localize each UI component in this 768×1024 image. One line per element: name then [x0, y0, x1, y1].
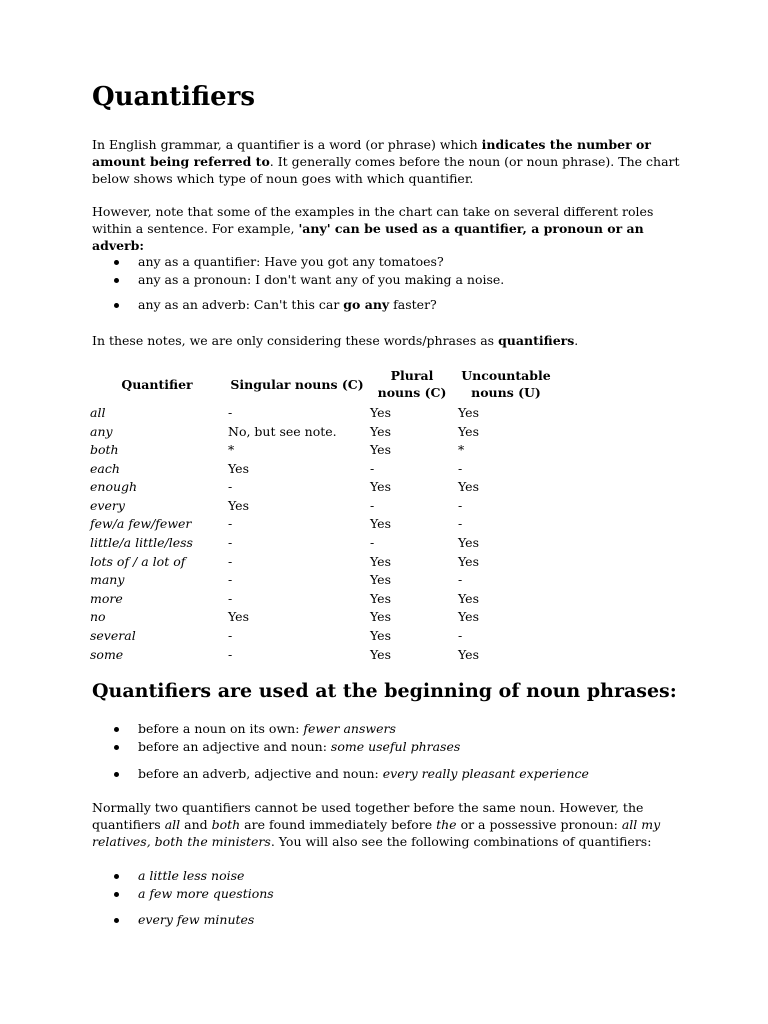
list-item-example: a few more questions [138, 886, 274, 901]
list-item-text-part: before an adjective and noun: [138, 739, 331, 754]
list-item-example: some useful phrases [330, 739, 461, 754]
table-row [88, 460, 556, 479]
list-item-example: every really pleasant experience [382, 766, 589, 781]
para-text: or a possessive pronoun: [456, 816, 622, 832]
table-cell: Yes [458, 404, 479, 420]
table-cell: - [228, 516, 233, 532]
table-cell: each [90, 460, 120, 476]
table-cell: - [228, 553, 233, 569]
table-row [88, 441, 556, 460]
table-row [88, 534, 556, 553]
table-header-row [88, 366, 556, 404]
list-item-text [138, 739, 460, 756]
table-row [88, 627, 556, 646]
intro-text: However, note that some of the examples in the chart can take on several different roles within a sentence. For example, [92, 204, 654, 236]
table-cell: both [90, 442, 119, 458]
list-item-example: a little less noise [138, 868, 245, 883]
table-cell: Yes [370, 423, 391, 439]
table-cell: Yes [370, 442, 391, 458]
table-row [88, 609, 556, 628]
section-heading: Quantifiers are used at the beginning of noun phrases: [92, 680, 677, 702]
table-cell: - [458, 572, 463, 588]
bullet-icon [114, 260, 119, 265]
table-cell: all [90, 404, 106, 420]
table-row [88, 571, 556, 590]
para-italic: all [164, 816, 181, 832]
table-cell: lots of / a lot of [90, 553, 186, 569]
intro-emphasis: 'any' can be used as a quantifier, a pronoun or an adverb: [92, 220, 644, 253]
list-item-text-part: faster? [389, 297, 437, 312]
note-emphasis: quantifiers [498, 333, 575, 348]
table-row [88, 423, 556, 442]
table-body [88, 404, 556, 664]
bullet-icon [114, 745, 119, 750]
column-header-plural: Plural nouns (C) [377, 368, 447, 400]
bullet-icon [114, 918, 119, 923]
table-cell: - [370, 460, 375, 476]
table-cell: Yes [370, 572, 391, 588]
table-row [88, 478, 556, 497]
bullet-icon [114, 892, 119, 897]
list-item-text-part: any as an adverb: Can't this car [138, 297, 344, 312]
table-cell: Yes [370, 609, 391, 625]
table-cell: every [90, 497, 125, 513]
table-cell: Yes [458, 609, 479, 625]
table-row [88, 404, 556, 423]
para-text: . You will also see the following combinations of quantifiers: [270, 833, 652, 849]
list-item-example: every few minutes [138, 912, 255, 927]
table-cell: - [370, 535, 375, 551]
table-cell: Yes [370, 590, 391, 606]
table-cell: little/a little/less [90, 535, 193, 551]
column-header-singular: Singular nouns (C) [230, 376, 364, 392]
table-cell: No, but see note. [228, 423, 337, 439]
para-text: and [180, 816, 212, 832]
table-cell: more [90, 590, 123, 606]
table-cell: Yes [458, 553, 479, 569]
list-item-text [138, 766, 589, 783]
table-cell: Yes [458, 535, 479, 551]
combination-paragraph [92, 800, 682, 850]
table-cell: Yes [458, 423, 479, 439]
table-row [88, 646, 556, 665]
intro-text: In English grammar, a quantifier is a word (or phrase) which [92, 137, 482, 152]
table-cell: * [228, 442, 235, 458]
table-cell: - [458, 516, 463, 532]
para-italic: all my relatives, both the ministers [92, 816, 661, 849]
table-cell: few/a few/fewer [90, 516, 192, 532]
bullet-icon [114, 772, 119, 777]
table-cell: - [458, 497, 463, 513]
table-cell: Yes [458, 590, 479, 606]
para-italic: both [211, 816, 241, 832]
bullet-icon [114, 278, 119, 283]
table-cell: many [90, 572, 125, 588]
column-header-uncountable: Uncountable nouns (U) [461, 368, 551, 400]
note-text: . [574, 333, 579, 348]
para-text: Normally two quantifiers cannot be used together before the same noun. However, the quantifiers [92, 800, 644, 832]
intro-text: . It generally comes before the noun (or noun phrase). The chart below shows which type of noun goes with which quantifier. [92, 153, 680, 186]
list-item-text-part: before a noun on its own: [138, 721, 304, 736]
table-row [88, 553, 556, 572]
table-cell: - [370, 497, 375, 513]
table-row [88, 590, 556, 609]
table-cell: * [458, 442, 465, 458]
table-cell: Yes [370, 628, 391, 644]
para-italic: the [436, 816, 457, 832]
table-cell: - [458, 628, 463, 644]
table-cell: Yes [458, 479, 479, 495]
list-item-text: any as a quantifier: Have you got any tomatoes? [138, 254, 444, 269]
list-item-text-part: before an adverb, adjective and noun: [138, 766, 383, 781]
table-cell: Yes [370, 404, 391, 420]
table-cell: Yes [458, 646, 479, 662]
table-cell: - [228, 479, 233, 495]
table-cell: Yes [370, 553, 391, 569]
table-cell: Yes [228, 497, 249, 513]
table-cell: Yes [370, 516, 391, 532]
table-cell: - [228, 535, 233, 551]
table-row [88, 516, 556, 535]
table-cell: Yes [370, 479, 391, 495]
table-cell: Yes [228, 609, 249, 625]
column-header-quantifier: Quantifier [121, 376, 193, 392]
table-cell: any [90, 423, 113, 439]
list-item-text [138, 297, 437, 314]
list-item-example: fewer answers [303, 721, 396, 736]
list-item-text [138, 721, 396, 738]
intro-emphasis: indicates the number or amount being referred to [92, 137, 651, 169]
table-cell: no [90, 609, 106, 625]
page-title: Quantifiers [92, 82, 255, 112]
table-cell: several [90, 628, 136, 644]
table-cell: enough [90, 479, 138, 495]
table-cell: - [228, 646, 233, 662]
table-cell: Yes [228, 460, 249, 476]
table-cell: - [228, 572, 233, 588]
note-paragraph [92, 333, 682, 350]
table-cell: - [458, 460, 463, 476]
para-text: are found immediately before [240, 816, 437, 832]
table-row [88, 497, 556, 516]
bullet-icon [114, 727, 119, 732]
table-cell: Yes [370, 646, 391, 662]
table-cell: - [228, 628, 233, 644]
intro-paragraph-2 [92, 204, 682, 254]
table-cell: some [90, 646, 124, 662]
bullet-icon [114, 874, 119, 879]
intro-paragraph-1 [92, 137, 682, 187]
table-cell: - [228, 404, 233, 420]
note-text: In these notes, we are only considering these words/phrases as [92, 333, 499, 348]
list-item-emphasis: go any [343, 297, 390, 312]
list-item-text: any as a pronoun: I don't want any of you making a noise. [138, 272, 505, 287]
bullet-icon [114, 303, 119, 308]
quantifier-table [88, 366, 556, 664]
table-cell: - [228, 590, 233, 606]
